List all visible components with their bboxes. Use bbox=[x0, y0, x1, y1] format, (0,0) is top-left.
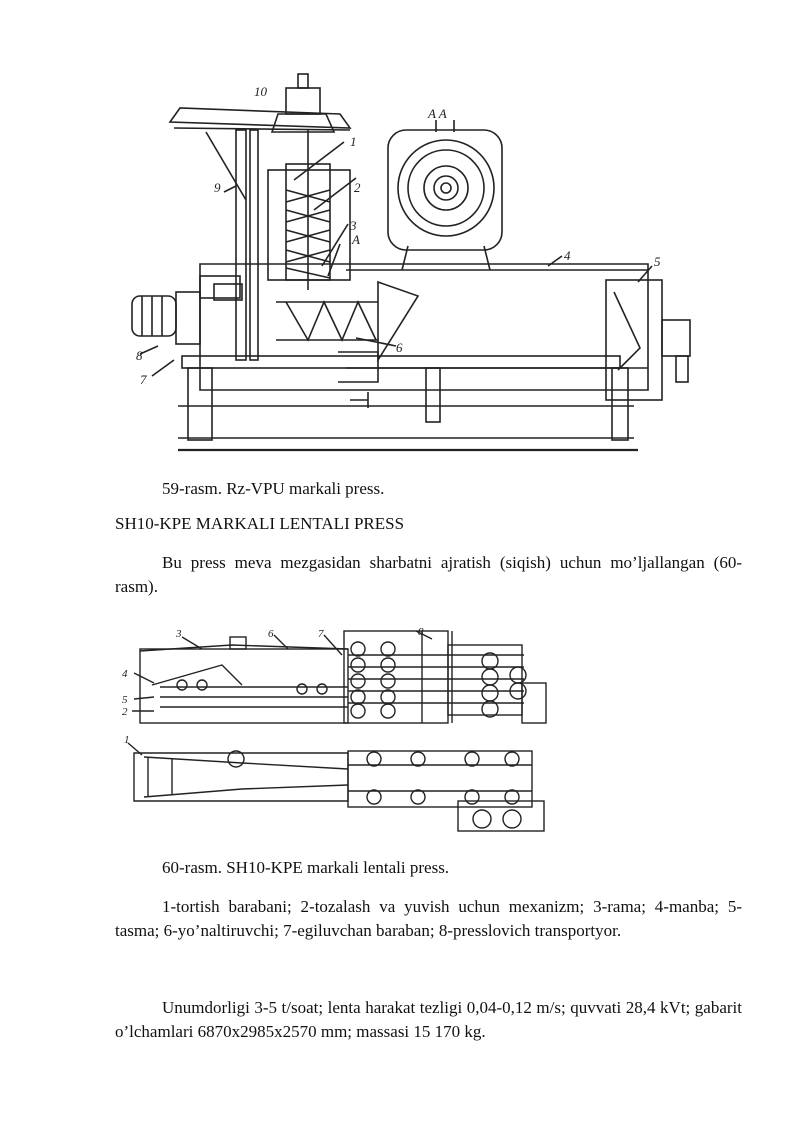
fig59-label-10: 10 bbox=[254, 84, 267, 99]
fig59-label-4: 4 bbox=[564, 248, 571, 263]
fig59-label-6: 6 bbox=[396, 340, 403, 355]
fig59-label-a: A bbox=[352, 232, 360, 247]
fig60-label-7: 7 bbox=[318, 628, 324, 640]
fig59-label-2: 2 bbox=[354, 180, 361, 195]
fig60-label-2: 2 bbox=[122, 706, 128, 718]
fig59-label-7: 7 bbox=[140, 372, 147, 387]
figure-59-drawing bbox=[118, 70, 708, 460]
fig60-label-3: 3 bbox=[176, 628, 182, 640]
fig60-label-5: 5 bbox=[122, 694, 128, 706]
fig59-label-1: 1 bbox=[350, 134, 357, 149]
fig60-label-1: 1 bbox=[124, 734, 130, 746]
specs-paragraph: Unumdorligi 3-5 t/soat; lenta harakat tezligi 0,04-0,12 m/s; quvvati 28,4 kVt; gabarit o’lchamlari 6870x2985x2570 mm; massasi 15 170 kg. bbox=[115, 998, 742, 1041]
fig59-label-3: 3 bbox=[350, 218, 357, 233]
figure-60-caption: 60-rasm. SH10-KPE markali lentali press. bbox=[162, 858, 450, 877]
section-heading: SH10-KPE MARKALI LENTALI PRESS bbox=[115, 514, 405, 533]
fig59-label-9: 9 bbox=[214, 180, 221, 195]
intro-paragraph: Bu press meva mezgasidan sharbatni ajratish (siqish) uchun mo’ljallangan (60-rasm). bbox=[115, 553, 742, 596]
figure-59-caption: 59-rasm. Rz-VPU markali press. bbox=[162, 479, 385, 498]
fig59-label-8: 8 bbox=[136, 348, 143, 363]
fig59-section-label: A A bbox=[428, 106, 447, 121]
figure-60-drawing bbox=[112, 625, 557, 837]
figure-60-legend: 1-tortish barabani; 2-tozalash va yuvish uchun mexanizm; 3-rama; 4-manba; 5-tasma; 6-yo’naltiruvchi; 7-egiluvchan baraban; 8-presslovich transportyor. bbox=[115, 897, 742, 940]
fig59-label-5: 5 bbox=[654, 254, 661, 269]
fig60-label-8: 8 bbox=[418, 626, 424, 638]
fig60-label-4: 4 bbox=[122, 668, 128, 680]
fig60-label-6: 6 bbox=[268, 628, 274, 640]
